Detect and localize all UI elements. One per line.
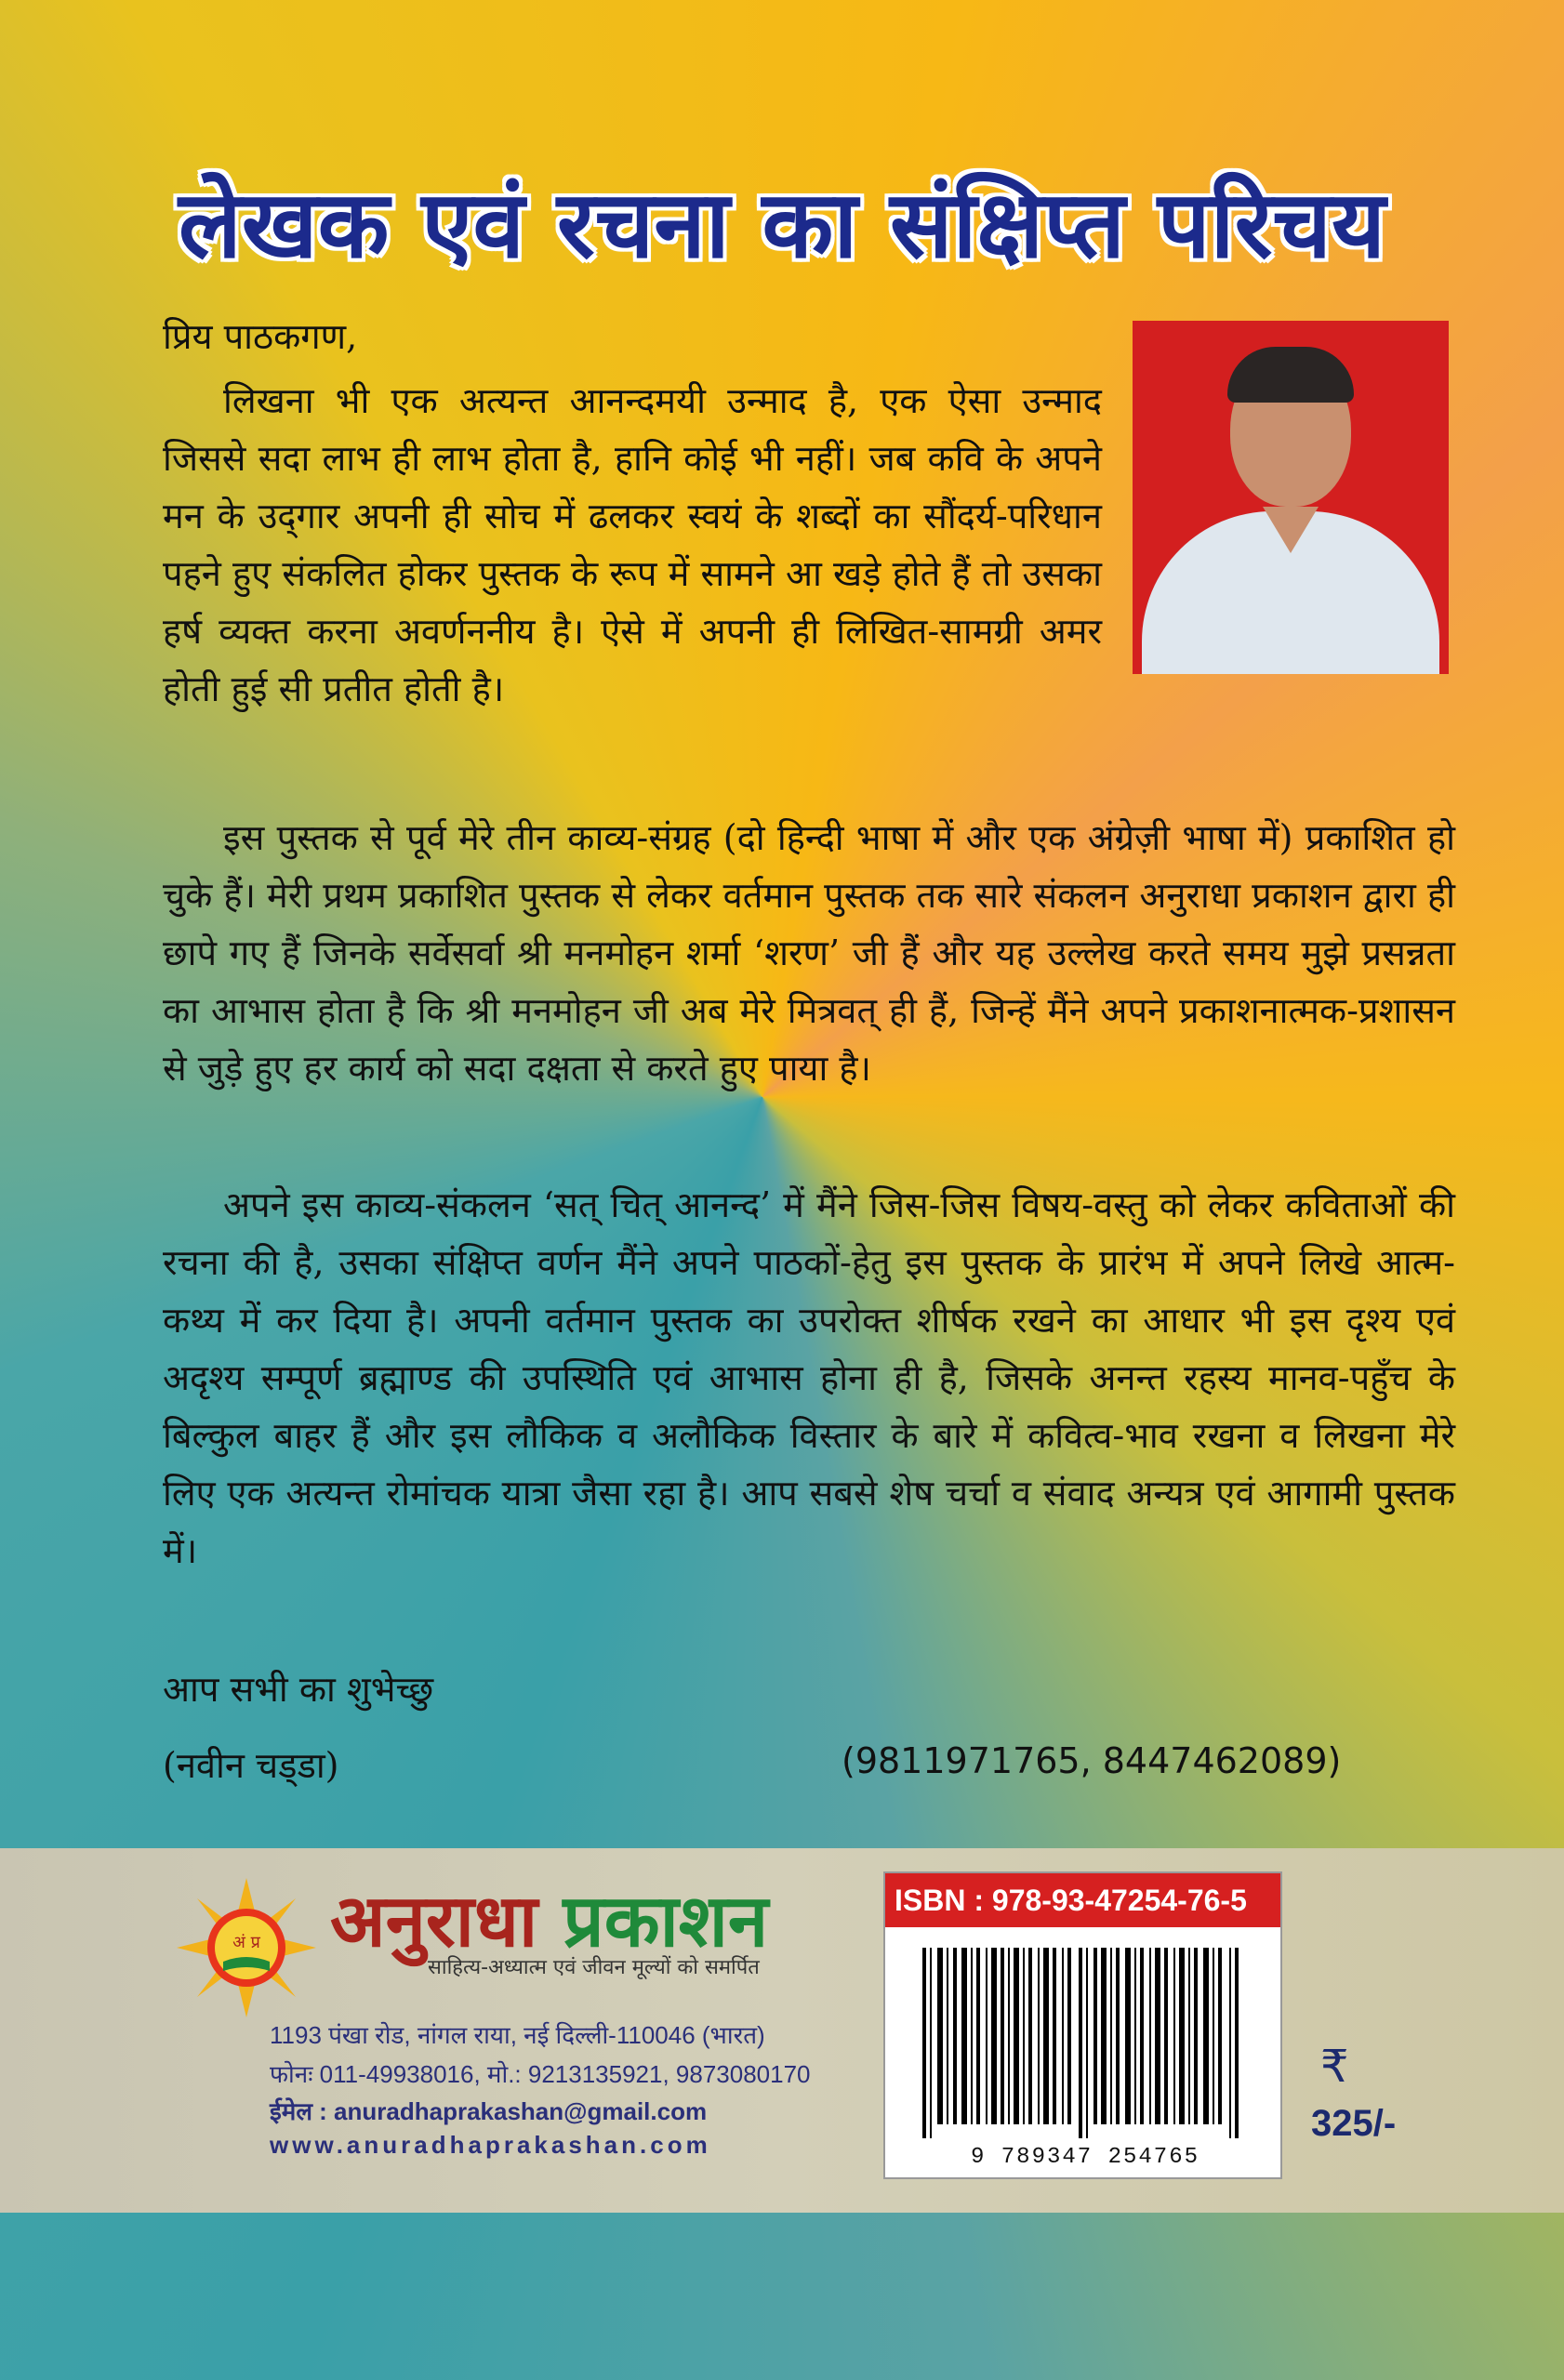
paragraph-3: अपने इस काव्य-संकलन ‘सत्‌ चित्‌ आनन्द’ में मैंने जिस-जिस विषय-वस्तु को लेकर कविताओं की रचना की है, उसका संक्षिप्त वर्णन मैंने अपने पाठकों-हेतु इस पुस्तक के प्रारंभ में अपने लिखे आत्म-कथ्य में कर दिया है। अपनी वर्तमान पुस्तक का उपरोक्त शीर्षक रखने का आधार भी इस दृश्य एवं अदृश्य सम्पूर्ण ब्रह्माण्ड की उपस्थिति एवं आभास होना ही है, जिसके अनन्त रहस्य मानव-पहुँच के बिल्कुल बाहर हैं और इस लौकिक व अलौकिक विस्तार के बारे में कवित्व-भाव रखना व लिखना मेरे लिए एक अत्यन्त रोमांचक यात्रा जैसा रहा है। आप सबसे शेष चर्चा व संवाद अन्यत्र एवं आगामी पुस्तक में। [163, 1184, 1455, 1571]
isbn-label: ISBN : 978-93-47254-76-5 [885, 1873, 1280, 1927]
publication-paragraph [163, 809, 1455, 1097]
closing-line: आप सभी का शुभेच्छु [163, 1669, 434, 1710]
isbn-block [883, 1871, 1282, 2179]
publisher-tagline: साहित्य-अध्यात्म एवं जीवन मूल्यों को समर्पित [428, 1956, 760, 1979]
page-title: लेखक एवं रचना का संक्षिप्त परिचय [179, 170, 1385, 279]
paragraph-1: लिखना भी एक अत्यन्त आनन्दमयी उन्माद है, एक ऐसा उन्माद जिससे सदा लाभ ही लाभ होता है, हानि कोई भी नहीं। जब कवि के अपने मन के उद्‌गार अपनी ही सोच में ढलकर स्वयं के शब्दों का सौंदर्य-परिधान पहने हुए संकलित होकर पुस्तक के रूप में सामने आ खड़े होते हैं तो उसका हर्ष व्यक्त करना अवर्णननीय है। ऐसे में अपनी ही लिखित-सामग्री अमर होती हुई सी प्रतीत होती है। [163, 380, 1102, 709]
publisher-name: अनुराधा प्रकाशन [330, 1880, 769, 1964]
book-paragraph [163, 1176, 1455, 1580]
intro-paragraph [163, 372, 1102, 718]
rupee-icon: ₹ [1320, 2041, 1349, 2093]
publisher-email[interactable]: ईमेल : anuradhaprakashan@gmail.com [270, 2097, 708, 2125]
author-photo [1133, 321, 1449, 674]
publisher-phone: फोनः 011-49938016, मो.: 9213135921, 9873080170 [270, 2060, 811, 2088]
barcode-icon [922, 1948, 1248, 2138]
publisher-address: 1193 पंखा रोड, नांगल राया, नई दिल्ली-110046 (भारत) [270, 2021, 765, 2049]
publisher-logo-icon [177, 1878, 316, 2017]
barcode-digits: 9 789347 254765 [970, 2145, 1200, 2170]
publisher-website[interactable]: www.anuradhaprakashan.com [270, 2131, 711, 2159]
paragraph-2: इस पुस्तक से पूर्व मेरे तीन काव्य-संग्रह (दो हिन्दी भाषा में और एक अंग्रेज़ी भाषा में) प्रकाशित हो चुके हैं। मेरी प्रथम प्रकाशित पुस्तक से लेकर वर्तमान पुस्तक तक सारे संकलन अनुराधा प्रकाशन द्वारा ही छापे गए हैं जिनके सर्वेसर्वा श्री मनमोहन शर्मा ‘शरण’ जी हैं और यह उल्लेख करते समय मुझे प्रसन्नता का आभास होता है कि श्री मनमोहन जी अब मेरे मित्रवत्‌ ही हैं, जिन्हें मैंने अपने प्रकाशनात्मक-प्रशासन से जुड़े हुए हर कार्य को सदा दक्षता से करते हुए पाया है। [163, 817, 1455, 1089]
svg-text:अं प्र: अं प्र [232, 1933, 260, 1952]
price: 325/- [1311, 2103, 1397, 2144]
salutation: प्रिय पाठकगण, [163, 316, 358, 357]
author-name: (नवीन चड्‌डा) [163, 1745, 339, 1786]
author-phone: (9811971765, 8447462089) [842, 1740, 1342, 1781]
